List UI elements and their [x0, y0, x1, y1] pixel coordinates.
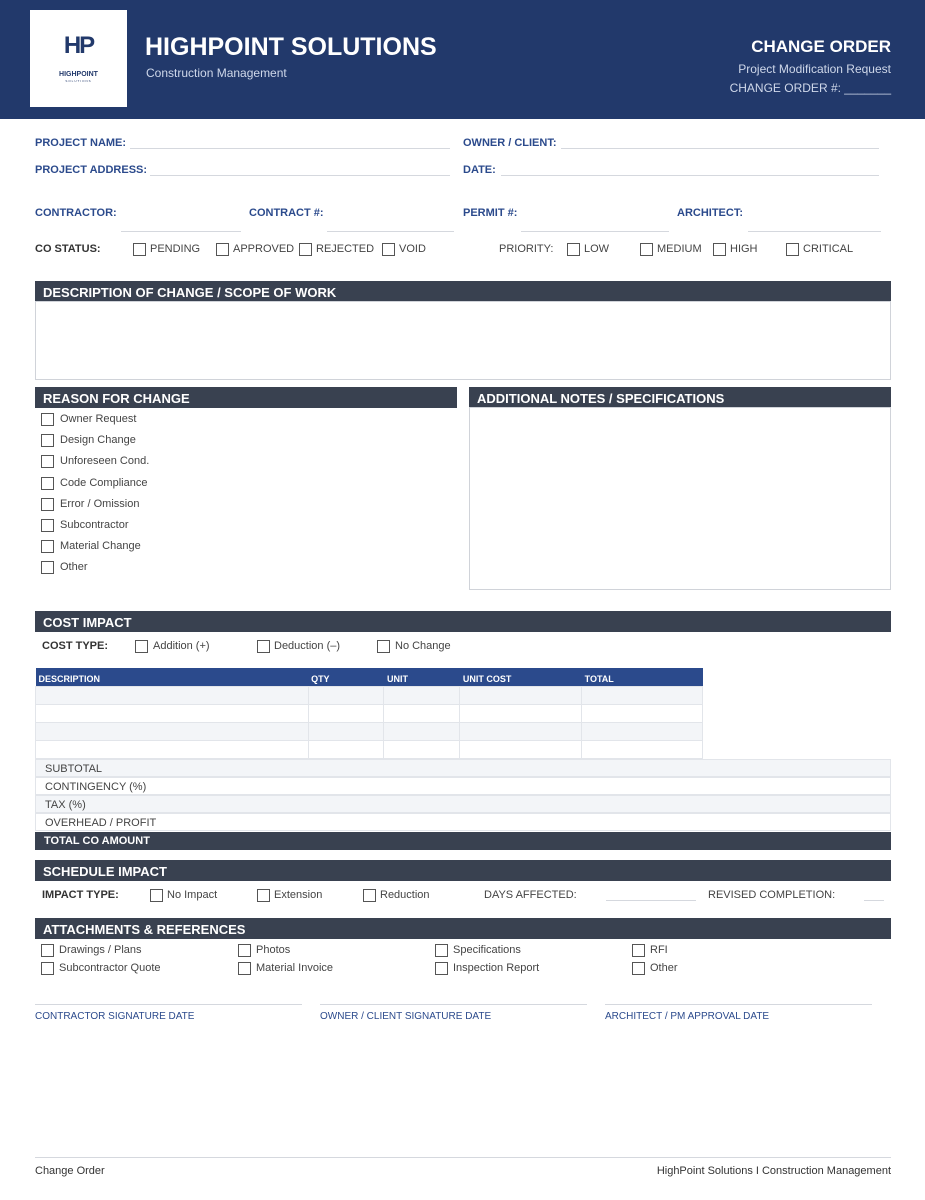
table-row	[36, 686, 703, 704]
schedule-no-impact-label: No Impact	[167, 889, 218, 901]
schedule-reduction-label: Reduction	[380, 889, 430, 901]
reason-material-change-label: Material Change	[60, 540, 141, 552]
attach-rfi-label: RFI	[650, 944, 668, 956]
overhead-profit-row: OVERHEAD / PROFIT	[35, 813, 891, 831]
table-cell[interactable]	[460, 740, 582, 758]
reason-owner-request-checkbox[interactable]	[41, 413, 54, 426]
attach-inspection-report-checkbox[interactable]	[435, 962, 448, 975]
table-cell[interactable]	[582, 740, 703, 758]
attach-inspection-report-label: Inspection Report	[453, 962, 540, 974]
cost-table-header	[36, 668, 703, 686]
company-subtitle: Construction Management	[146, 66, 287, 80]
architect-field[interactable]	[748, 231, 881, 232]
owner-signature-label: OWNER / CLIENT SIGNATURE DATE	[320, 1011, 492, 1022]
attach-subcontractor-quote-label: Subcontractor Quote	[59, 962, 161, 974]
table-cell[interactable]	[384, 704, 460, 722]
table-cell[interactable]	[384, 722, 460, 740]
logo-mark: HP	[63, 32, 94, 59]
table-cell[interactable]	[36, 686, 309, 704]
reason-code-compliance-checkbox[interactable]	[41, 477, 54, 490]
reason-material-change-checkbox[interactable]	[41, 540, 54, 553]
attach-other-checkbox[interactable]	[632, 962, 645, 975]
cost-deduction-checkbox[interactable]	[257, 640, 270, 653]
priority-low-checkbox[interactable]	[567, 243, 580, 256]
days-affected-label: DAYS AFFECTED:	[484, 889, 577, 901]
table-row	[36, 722, 703, 740]
reason-section-header: REASON FOR CHANGE	[35, 387, 457, 408]
impact-type-label: IMPACT TYPE:	[42, 889, 119, 901]
architect-label: ARCHITECT:	[677, 207, 743, 219]
column-header-qty: QTY	[308, 668, 384, 686]
attach-photos-checkbox[interactable]	[238, 944, 251, 957]
schedule-section-header: SCHEDULE IMPACT	[35, 860, 891, 881]
status-approved-label: APPROVED	[233, 243, 295, 255]
priority-high-checkbox[interactable]	[713, 243, 726, 256]
column-header-description: DESCRIPTION	[36, 668, 309, 686]
reason-unforeseen-checkbox[interactable]	[41, 455, 54, 468]
table-cell[interactable]	[308, 704, 384, 722]
column-header-total: TOTAL	[582, 668, 703, 686]
reason-error-omission-label: Error / Omission	[60, 498, 140, 510]
tax-row: TAX (%)	[35, 795, 891, 813]
attach-specifications-label: Specifications	[453, 944, 521, 956]
priority-medium-label: MEDIUM	[657, 243, 702, 255]
reason-owner-request-label: Owner Request	[60, 413, 137, 425]
attach-drawings-checkbox[interactable]	[41, 944, 54, 957]
status-pending-label: PENDING	[150, 243, 201, 255]
table-row	[36, 704, 703, 722]
company-name: HIGHPOINT SOLUTIONS	[145, 33, 437, 61]
logo-name: HIGHPOINT	[59, 71, 98, 78]
notes-section-header: ADDITIONAL NOTES / SPECIFICATIONS	[469, 387, 891, 408]
priority-critical-checkbox[interactable]	[786, 243, 799, 256]
table-row	[36, 740, 703, 758]
revised-completion-label: REVISED COMPLETION:	[708, 889, 836, 901]
reason-other-label: Other	[60, 561, 88, 573]
header-banner	[0, 0, 925, 119]
schedule-extension-label: Extension	[274, 889, 323, 901]
logo-subtext: SOLUTIONS	[65, 79, 92, 83]
project-address-field[interactable]	[150, 175, 450, 176]
status-void-checkbox[interactable]	[382, 243, 395, 256]
document-subtitle: Project Modification Request	[738, 62, 891, 76]
project-name-label: PROJECT NAME:	[35, 137, 127, 149]
contractor-label: CONTRACTOR:	[35, 207, 117, 219]
status-void-label: VOID	[399, 243, 426, 255]
table-cell[interactable]	[308, 686, 384, 704]
architect-approval-line[interactable]	[605, 1004, 872, 1005]
description-section-header: DESCRIPTION OF CHANGE / SCOPE OF WORK	[35, 281, 891, 302]
status-rejected-label: REJECTED	[316, 243, 375, 255]
priority-medium-checkbox[interactable]	[640, 243, 653, 256]
contractor-field[interactable]	[121, 231, 241, 232]
table-cell[interactable]	[460, 722, 582, 740]
revised-completion-field[interactable]	[864, 900, 884, 901]
contract-number-label: CONTRACT #:	[249, 207, 324, 219]
company-logo	[30, 10, 127, 107]
priority-label: PRIORITY:	[499, 243, 554, 255]
column-header-unit-cost: UNIT COST	[460, 668, 582, 686]
priority-critical-label: CRITICAL	[803, 243, 854, 255]
total-co-amount-row: TOTAL CO AMOUNT	[35, 832, 891, 850]
priority-low-label: LOW	[584, 243, 610, 255]
footer-right: HighPoint Solutions I Construction Management	[656, 1165, 891, 1177]
table-cell[interactable]	[36, 704, 309, 722]
attachments-section-header: ATTACHMENTS & REFERENCES	[35, 918, 891, 939]
contractor-signature-line[interactable]	[35, 1004, 302, 1005]
attach-material-invoice-checkbox[interactable]	[238, 962, 251, 975]
column-header-unit: UNIT	[384, 668, 460, 686]
cost-section-header: COST IMPACT	[35, 611, 891, 632]
table-cell[interactable]	[460, 686, 582, 704]
attach-subcontractor-quote-checkbox[interactable]	[41, 962, 54, 975]
document-title: CHANGE ORDER	[751, 37, 891, 56]
footer-left: Change Order	[35, 1165, 105, 1177]
contract-number-field[interactable]	[327, 231, 454, 232]
status-rejected-checkbox[interactable]	[299, 243, 312, 256]
attach-rfi-checkbox[interactable]	[632, 944, 645, 957]
reason-other-checkbox[interactable]	[41, 561, 54, 574]
cost-table	[35, 668, 703, 759]
attach-drawings-label: Drawings / Plans	[59, 944, 142, 956]
reason-unforeseen-label: Unforeseen Cond.	[60, 455, 150, 467]
table-cell[interactable]	[582, 704, 703, 722]
schedule-no-impact-checkbox[interactable]	[150, 889, 163, 902]
schedule-reduction-checkbox[interactable]	[363, 889, 376, 902]
cost-deduction-label: Deduction (–)	[274, 640, 341, 652]
change-order-number: CHANGE ORDER #: _______	[729, 81, 891, 95]
permit-number-label: PERMIT #:	[463, 207, 518, 219]
cost-no-change-checkbox[interactable]	[377, 640, 390, 653]
status-approved-checkbox[interactable]	[216, 243, 229, 256]
owner-signature-line[interactable]	[320, 1004, 587, 1005]
permit-number-field[interactable]	[521, 231, 669, 232]
owner-client-label: OWNER / CLIENT:	[463, 137, 557, 149]
attach-specifications-checkbox[interactable]	[435, 944, 448, 957]
reason-subcontractor-label: Subcontractor	[60, 519, 129, 531]
date-label: DATE:	[463, 164, 496, 176]
date-field[interactable]	[501, 175, 879, 176]
cost-addition-label: Addition (+)	[153, 640, 210, 652]
attach-photos-label: Photos	[256, 944, 291, 956]
description-textarea[interactable]	[35, 301, 891, 380]
table-cell[interactable]	[36, 722, 309, 740]
contingency-row: CONTINGENCY (%)	[35, 777, 891, 795]
table-cell[interactable]	[308, 722, 384, 740]
reason-design-change-checkbox[interactable]	[41, 434, 54, 447]
cost-no-change-label: No Change	[395, 640, 451, 652]
cost-addition-checkbox[interactable]	[135, 640, 148, 653]
reason-code-compliance-label: Code Compliance	[60, 477, 148, 489]
attach-other-label: Other	[650, 962, 678, 974]
subtotal-row: SUBTOTAL	[35, 759, 891, 777]
table-cell[interactable]	[36, 740, 309, 758]
table-cell[interactable]	[582, 686, 703, 704]
reason-design-change-label: Design Change	[60, 434, 136, 446]
priority-high-label: HIGH	[730, 243, 758, 255]
project-address-label: PROJECT ADDRESS:	[35, 164, 148, 176]
schedule-extension-checkbox[interactable]	[257, 889, 270, 902]
days-affected-field[interactable]	[606, 900, 696, 901]
co-status-label: CO STATUS:	[35, 243, 101, 255]
table-cell[interactable]	[460, 704, 582, 722]
status-pending-checkbox[interactable]	[133, 243, 146, 256]
architect-approval-label: ARCHITECT / PM APPROVAL DATE	[605, 1011, 770, 1022]
reason-error-omission-checkbox[interactable]	[41, 498, 54, 511]
cost-type-label: COST TYPE:	[42, 640, 109, 652]
table-cell[interactable]	[384, 740, 460, 758]
contractor-signature-label: CONTRACTOR SIGNATURE DATE	[35, 1011, 195, 1022]
reason-subcontractor-checkbox[interactable]	[41, 519, 54, 532]
project-name-field[interactable]	[130, 148, 450, 149]
footer-divider	[35, 1157, 891, 1158]
table-cell[interactable]	[384, 686, 460, 704]
owner-client-field[interactable]	[561, 148, 879, 149]
table-cell[interactable]	[308, 740, 384, 758]
attach-material-invoice-label: Material Invoice	[256, 962, 334, 974]
table-cell[interactable]	[582, 722, 703, 740]
notes-textarea[interactable]	[469, 407, 891, 590]
